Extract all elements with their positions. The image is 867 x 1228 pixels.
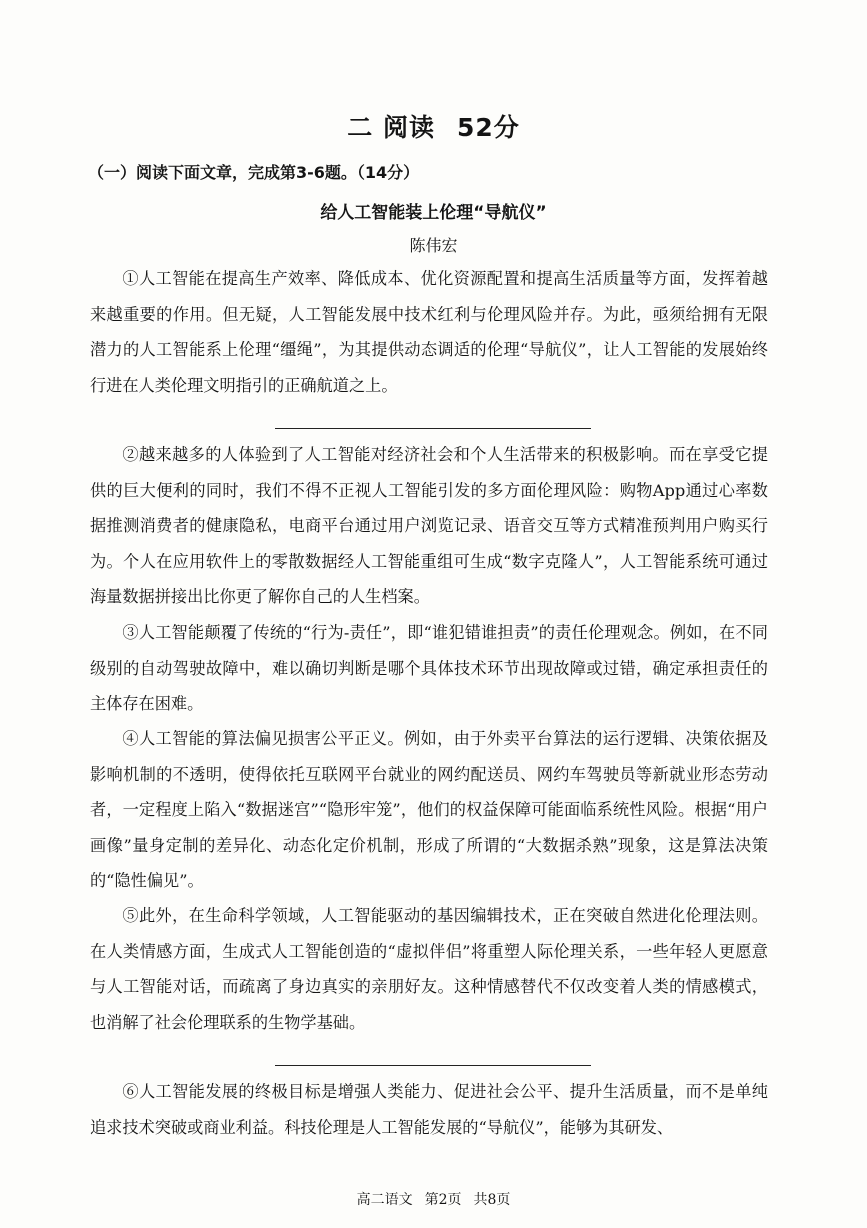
paragraph-3: ③人工智能颠覆了传统的“行为-责任”，即“谁犯错谁担责”的责任伦理观念。例如，在不同级别的自动驾驶故障中，难以确切判断是哪个具体技术环节出现故障或过错，确定承担责任的主体存在困难。 (90, 623, 768, 713)
paragraph-5: ⑤此外，在生命科学领域，人工智能驱动的基因编辑技术，正在突破自然进化伦理法则。在人类情感方面，生成式人工智能创造的“虚拟伴侣”将重塑人际伦理关系，一些年轻人更愿意与人工智能对话，而疏离了身边真实的亲朋好友。这种情感替代不仅改变着人类的情感模式，也消解了社会伦理联系的生物学基础。 (90, 906, 768, 1032)
question-instruction: （一）阅读下面文章，完成第3-6题。（14分） (88, 163, 420, 182)
page-footer (0, 1189, 867, 1209)
section-title: 二 阅读 (347, 113, 435, 142)
section-divider (275, 1065, 591, 1066)
paragraph-4: ④人工智能的算法偏见损害公平正义。例如，由于外卖平台算法的运行逻辑、决策依据及影响机制的不透明，使得依托互联网平台就业的网约配送员、网约车驾驶员等新就业形态劳动者，一定程度上陷入“数据迷宫”“隐形牢笼”，他们的权益保障可能面临系统性风险。根据“用户画像”量身定制的差异化、动态化定价机制，形成了所谓的“大数据杀熟”现象，这是算法决策的“隐性偏见”。 (90, 729, 768, 890)
footer-total-pages: 共8页 (473, 1192, 511, 1208)
paragraph-6: ⑥人工智能发展的终极目标是增强人类能力、促进社会公平、提升生活质量，而不是单纯追求技术突破或商业利益。科技伦理是人工智能发展的“导航仪”，能够为其研发、 (90, 1082, 768, 1137)
article-author: 陈伟宏 (409, 236, 458, 255)
section-divider (275, 428, 591, 429)
footer-page-number: 第2页 (424, 1192, 462, 1208)
paragraph-2: ②越来越多的人体验到了人工智能对经济社会和个人生活带来的积极影响。而在享受它提供的巨大便利的同时，我们不得不正视人工智能引发的多方面伦理风险：购物App通过心率数据推测消费者的健康隐私，电商平台通过用户浏览记录、语音交互等方式精准预判用户购买行为。个人在应用软件上的零散数据经人工智能重组可生成“数字克隆人”，人工智能系统可通过海量数据拼接出比你更了解你自己的人生档案。 (90, 445, 768, 606)
paragraph-1: ①人工智能在提高生产效率、降低成本、优化资源配置和提高生活质量等方面，发挥着越来越重要的作用。但无疑，人工智能发展中技术红利与伦理风险并存。为此，亟须给拥有无限潜力的人工智能系上伦理“缰绳”，为其提供动态调适的伦理“导航仪”，让人工智能的发展始终行进在人类伦理文明指引的正确航道之上。 (90, 269, 768, 395)
article-title: 给人工智能装上伦理“导航仪” (320, 203, 547, 223)
section-heading (0, 108, 867, 144)
section-score: 52分 (456, 113, 520, 142)
footer-subject: 高二语文 (356, 1192, 413, 1208)
